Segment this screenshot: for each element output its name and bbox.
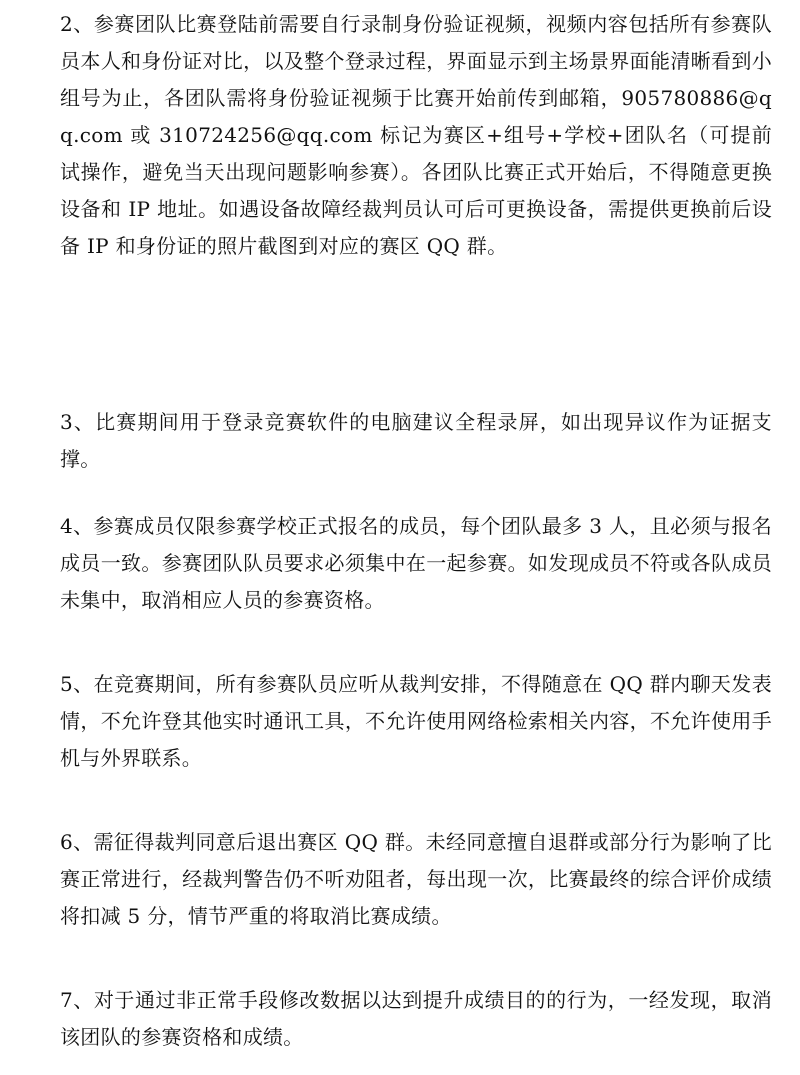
rule-paragraph-2: 2、参赛团队比赛登陆前需要自行录制身份验证视频，视频内容包括所有参赛队员本人和身份证对比，以及整个登录过程，界面显示到主场景界面能清晰看到小组号为止，各团队需将身份验证视频于比赛开始前传到邮箱，905780886@qq.com 或 310724256@qq.com 标记为赛区+组号+学校+团队名（可提前试操作，避免当天出现问题影响参赛）。各团队比赛正式开始后，不得随意更换设备和 IP 地址。如遇设备故障经裁判员认可后可更换设备，需提供更换前后设备 IP 和身份证的照片截图到对应的赛区 QQ 群。: [60, 12, 772, 258]
rule-paragraph-4: 4、参赛成员仅限参赛学校正式报名的成员，每个团队最多 3 人，且必须与报名成员一致。参赛团队队员要求必须集中在一起参赛。如发现成员不符或各队成员未集中，取消相应人员的参赛资格。: [60, 514, 772, 612]
rule-paragraph-3: 3、比赛期间用于登录竞赛软件的电脑建议全程录屏，如出现异议作为证据支撑。: [60, 410, 772, 471]
rule-paragraph-7: 7、对于通过非正常手段修改数据以达到提升成绩目的的行为，一经发现，取消该团队的参赛资格和成绩。: [60, 988, 772, 1049]
rule-paragraph-5: 5、在竞赛期间，所有参赛队员应听从裁判安排，不得随意在 QQ 群内聊天发表情，不允许登其他实时通讯工具，不允许使用网络检索相关内容，不允许使用手机与外界联系。: [60, 672, 772, 770]
rule-paragraph-6: 6、需征得裁判同意后退出赛区 QQ 群。未经同意擅自退群或部分行为影响了比赛正常进行，经裁判警告仍不听劝阻者，每出现一次，比赛最终的综合评价成绩将扣减 5 分，情节严重的将取消比赛成绩。: [60, 830, 772, 928]
